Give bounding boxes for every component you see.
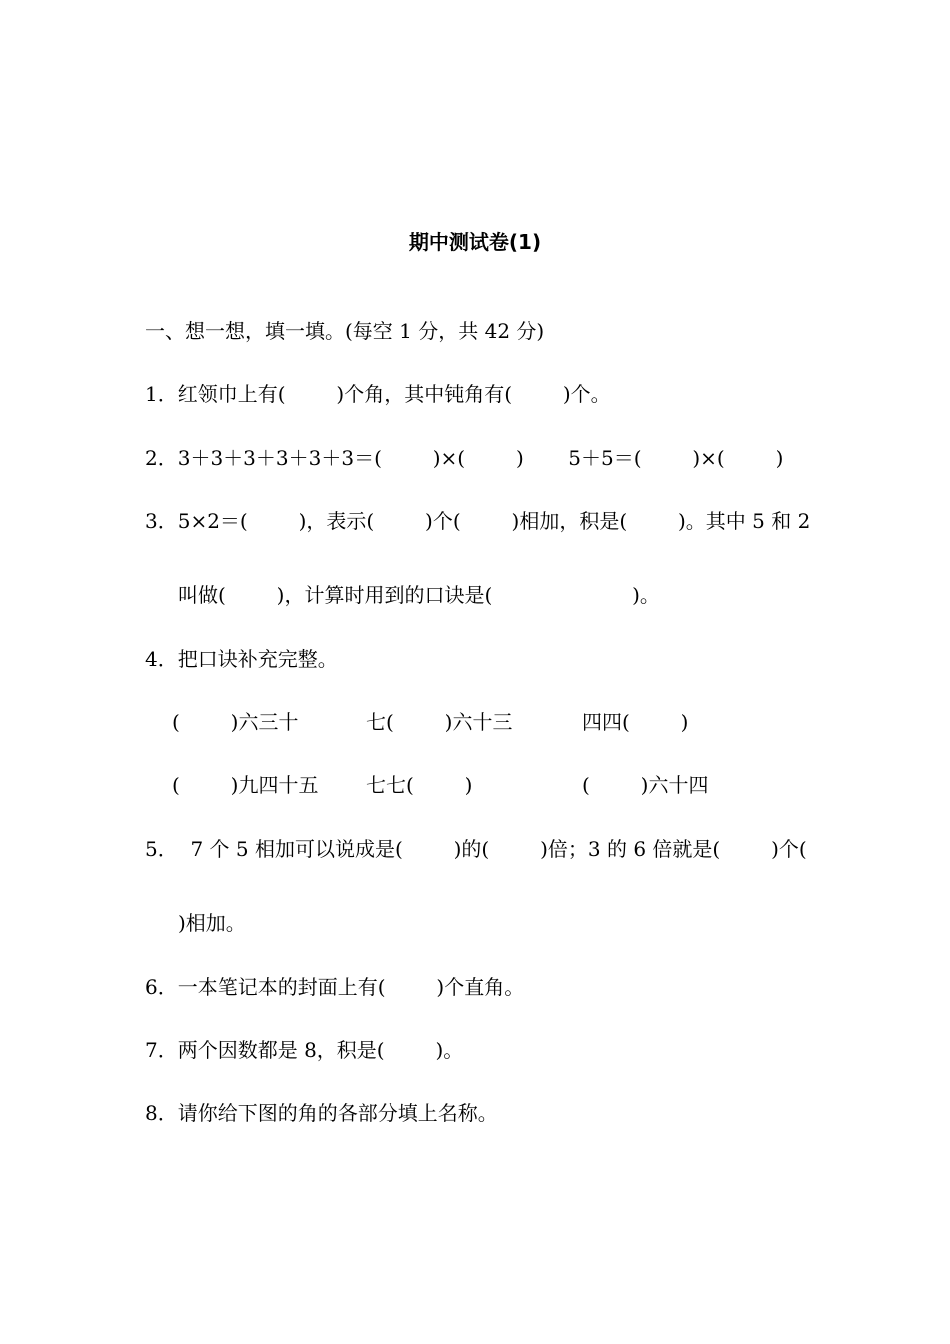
question-3-line-2: 叫做( )，计算时用到的口诀是( )。 [178, 583, 660, 607]
rhyme-item: ( )九四十五 [172, 773, 319, 797]
rhyme-item: 四四( ) [582, 710, 689, 734]
question-5-line-2: )相加。 [178, 911, 246, 935]
question-8: 8．请你给下图的角的各部分填上名称。 [145, 1101, 498, 1125]
rhyme-item: 七七( ) [366, 773, 473, 797]
rhyme-item: ( )六十四 [582, 773, 709, 797]
page-title: 期中测试卷(1) [408, 230, 542, 254]
question-2: 2．3＋3＋3＋3＋3＋3＝( )×( ) 5＋5＝( )×( ) [145, 446, 784, 470]
question-7: 7．两个因数都是 8，积是( )。 [145, 1038, 464, 1062]
question-3-line-1: 3．5×2＝( )，表示( )个( )相加，积是( )。其中 5 和 2 [145, 509, 811, 533]
section-heading: 一、想一想，填一填。(每空 1 分，共 42 分) [145, 319, 545, 343]
question-1: 1．红领巾上有( )个角，其中钝角有( )个。 [145, 382, 611, 406]
question-4: 4．把口诀补充完整。 [145, 647, 338, 671]
rhyme-item: ( )六三十 [172, 710, 299, 734]
question-6: 6．一本笔记本的封面上有( )个直角。 [145, 975, 525, 999]
rhyme-item: 七( )六十三 [366, 710, 513, 734]
question-5-line-1: 5． 7 个 5 相加可以说成是( )的( )倍；3 的 6 倍就是( )个( [145, 837, 807, 861]
